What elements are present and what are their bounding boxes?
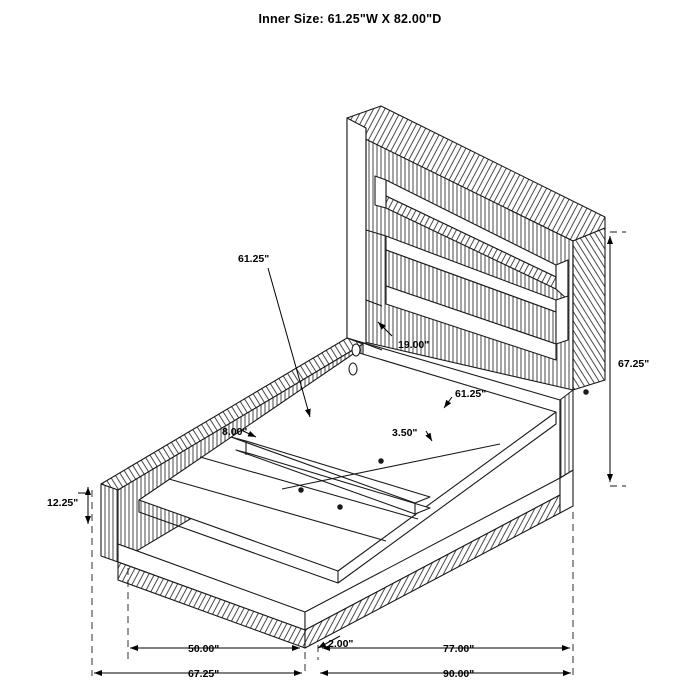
page-title: Inner Size: 61.25"W X 82.00"D (258, 12, 442, 26)
bed-frame-group (101, 338, 588, 648)
dim-deck-height: 12.25" (47, 497, 79, 509)
dim-deck-inner-width: 61.25" (455, 388, 487, 400)
dim-foot-thickness: 2.00" (328, 638, 354, 650)
dim-inner-width-callout: 61.25" (238, 253, 270, 265)
dim-overall-depth-77: 77.00" (443, 643, 475, 655)
dim-side-depth-50: 50.00" (188, 643, 220, 655)
dim-rail-width: 8.00" (222, 426, 248, 438)
headboard-group (347, 106, 605, 390)
dim-headboard-panel: 19.00" (398, 339, 430, 351)
dim-overall-width-6725: 67.25" (188, 668, 220, 680)
dim-slat-width: 3.50" (392, 427, 418, 439)
dim-headboard-height: 67.25" (618, 358, 650, 370)
dim-overall-length-90: 90.00" (443, 668, 475, 680)
